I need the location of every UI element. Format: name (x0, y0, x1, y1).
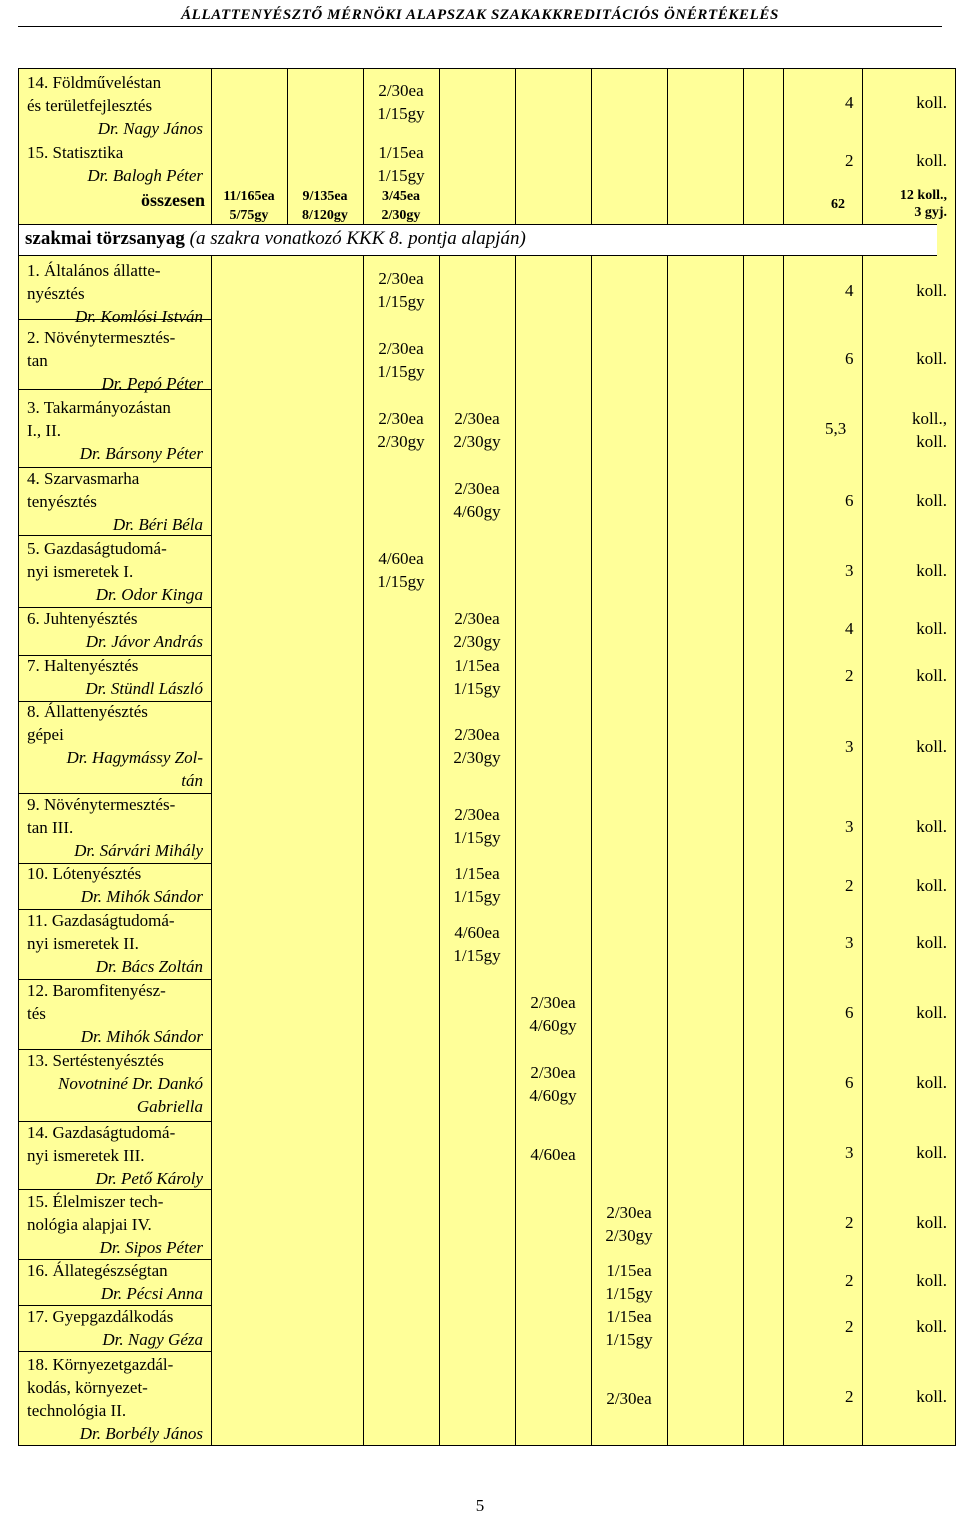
subject-cell (27, 537, 205, 606)
requirement-value: koll. (916, 151, 947, 170)
section-title-bold: szakmai törzsanyag (25, 228, 185, 249)
total-label: összesen (141, 190, 205, 210)
subject-title-line: 18. Környezetgazdál- (27, 1355, 174, 1374)
hours-practice: 2/30gy (453, 748, 501, 767)
requirement-value: koll. (916, 933, 947, 952)
hours-lecture: 2/30ea (454, 409, 500, 428)
credit-value: 2 (845, 666, 854, 685)
credit-value: 4 (845, 93, 854, 112)
subject-cell (27, 862, 205, 908)
requirement-value: koll. (916, 876, 947, 895)
hours-cell (367, 141, 435, 187)
page-number: 5 (475, 1496, 485, 1515)
hours-practice: 2/30gy (453, 432, 501, 451)
column-divider (515, 69, 516, 1445)
hours-cell (443, 607, 511, 653)
hours-practice: 8/120gy (302, 208, 348, 223)
hours-practice: 1/15gy (605, 1330, 653, 1349)
subject-title-line: 14. Gazdaságtudomá- (27, 1123, 176, 1142)
hours-lecture: 4/60ea (530, 1145, 576, 1164)
subject-lecturer: Dr. Béri Béla (112, 515, 203, 534)
hours-lecture: 4/60ea (454, 923, 500, 942)
subject-title-line: és területfejlesztés (27, 96, 153, 115)
subject-lecturer: Dr. Pécsi Anna (100, 1284, 203, 1303)
hours-lecture: 2/30ea (454, 609, 500, 628)
hours-cell (443, 477, 511, 523)
requirement-value: koll. (916, 93, 947, 112)
hours-cell (519, 1061, 587, 1107)
subject-title-line: tan (27, 351, 48, 370)
hours-cell (519, 991, 587, 1037)
hours-lecture: 4/60ea (378, 549, 424, 568)
hours-lecture: 1/15ea (606, 1261, 652, 1280)
hours-lecture: 2/30ea (530, 993, 576, 1012)
subject-lecturer: Dr. Bács Zoltán (95, 957, 203, 976)
hours-practice: 1/15gy (605, 1284, 653, 1303)
total-hours-cell (367, 187, 435, 225)
total-requirement (900, 187, 947, 221)
total-hours-cell (291, 187, 359, 225)
subject-title-line: nyi ismeretek II. (27, 934, 139, 953)
credit-value: 3 (845, 1143, 854, 1162)
credit-value: 2 (845, 1387, 854, 1406)
subject-title-line: 5. Gazdaságtudomá- (27, 539, 167, 558)
hours-cell (367, 407, 435, 453)
subject-title-line: 4. Szarvasmarha (27, 469, 140, 488)
subject-lecturer: Dr. Bársony Péter (79, 444, 203, 463)
hours-lecture: 2/30ea (378, 81, 424, 100)
hours-practice: 4/60gy (453, 502, 501, 521)
hours-lecture: 2/30ea (454, 725, 500, 744)
requirement-line: 3 gyj. (914, 205, 947, 220)
hours-lecture: 2/30ea (606, 1389, 652, 1408)
subject-cell (27, 1121, 205, 1190)
hours-cell (519, 1143, 587, 1166)
credit-value: 4 (845, 619, 854, 638)
hours-practice: 1/15gy (377, 166, 425, 185)
credit-value: 6 (845, 491, 854, 510)
credit-value: 2 (845, 1213, 854, 1232)
credit-value: 3 (845, 933, 854, 952)
hours-practice: 1/15gy (453, 828, 501, 847)
column-divider (862, 69, 863, 1445)
page-header (18, 4, 942, 27)
credit-value: 2 (845, 1271, 854, 1290)
credit-value: 5,3 (825, 419, 847, 438)
subject-title-line: 10. Lótenyésztés (27, 864, 142, 883)
subject-lecturer: Dr. Nagy Géza (102, 1330, 203, 1349)
subject-title-line: kodás, környezet- (27, 1378, 148, 1397)
requirement-line: koll. (916, 432, 947, 451)
total-credit: 62 (831, 197, 845, 212)
subject-title-line: tés (27, 1004, 46, 1023)
subject-lecturer: Dr. Balogh Péter (87, 166, 203, 185)
requirement-value: koll. (916, 1387, 947, 1406)
subject-cell (27, 1190, 205, 1259)
subject-cell (27, 467, 205, 536)
requirement-value: koll. (916, 1213, 947, 1232)
credit-value: 2 (845, 1317, 854, 1336)
subject-lecturer: Dr. Nagy János (97, 119, 203, 138)
column-divider (363, 69, 364, 1445)
subject-cell (27, 1353, 205, 1445)
hours-lecture: 9/135ea (302, 189, 348, 204)
hours-practice: 2/30gy (453, 632, 501, 651)
subject-lecturer: tán (181, 771, 203, 790)
subject-cell (27, 141, 205, 187)
subject-lecturer: Dr. Pepó Péter (101, 374, 203, 393)
subject-title-line: 1. Általános állatte- (27, 261, 161, 280)
hours-cell (443, 803, 511, 849)
credit-value: 3 (845, 561, 854, 580)
hours-lecture: 3/45ea (381, 189, 421, 204)
subject-title-line: 6. Juhtenyésztés (27, 609, 138, 628)
hours-lecture: 2/30ea (378, 409, 424, 428)
subject-title-line: gépei (27, 725, 64, 744)
requirement-value: koll. (916, 1317, 947, 1336)
credit-value: 3 (845, 817, 854, 836)
section-banner (19, 224, 937, 256)
subject-lecturer: Dr. Stündl László (85, 679, 203, 698)
row-divider (19, 1351, 211, 1352)
page-header-title: ÁLLATTENYÉSZTŐ MÉRNÖKI ALAPSZAK SZAKAKKREDITÁCIÓS ÖNÉRTÉKELÉS (181, 7, 779, 23)
subject-title-line: 17. Gyepgazdálkodás (27, 1307, 174, 1326)
hours-cell (443, 921, 511, 967)
subject-title-line: 9. Növénytermesztés- (27, 795, 176, 814)
subject-lecturer: Dr. Mihók Sándor (80, 887, 203, 906)
subject-title-line: nyi ismeretek I. (27, 562, 134, 581)
subject-cell (27, 909, 205, 978)
total-hours-cell (215, 187, 283, 225)
subject-lecturer: Dr. Komlósi István (75, 307, 203, 326)
requirement-value: koll. (916, 1073, 947, 1092)
subject-title-line: nológia alapjai IV. (27, 1215, 152, 1234)
hours-practice: 1/15gy (377, 572, 425, 591)
hours-lecture: 1/15ea (454, 864, 500, 883)
hours-cell (443, 407, 511, 453)
hours-practice: 1/15gy (453, 887, 501, 906)
hours-cell (595, 1305, 663, 1351)
section-title-italic: (a szakra vonatkozó KKK 8. pontja alapján) (189, 228, 526, 249)
subject-lecturer: Dr. Borbély János (79, 1424, 203, 1443)
hours-practice: 2/30gy (381, 208, 421, 223)
subject-cell (27, 71, 205, 140)
subject-title-line: I., II. (27, 421, 61, 440)
subject-title-line: 7. Haltenyésztés (27, 656, 139, 675)
subject-cell (27, 1049, 205, 1118)
subject-cell (27, 326, 205, 395)
hours-practice: 4/60gy (529, 1086, 577, 1105)
column-divider (287, 69, 288, 224)
column-divider (783, 69, 784, 1445)
requirement-value: koll. (916, 666, 947, 685)
credit-value: 2 (845, 876, 854, 895)
credit-value: 6 (845, 1073, 854, 1092)
subject-lecturer: Dr. Sárvári Mihály (74, 841, 203, 860)
subject-title-line: 11. Gazdaságtudomá- (27, 911, 175, 930)
requirement-value: koll. (916, 1143, 947, 1162)
credit-value: 2 (845, 151, 854, 170)
subject-title-line: 15. Statisztika (27, 143, 124, 162)
requirement-value: koll. (916, 817, 947, 836)
hours-cell (595, 1259, 663, 1305)
credit-value: 6 (845, 1003, 854, 1022)
subject-title-line: tan III. (27, 818, 74, 837)
requirement-value: koll. (916, 737, 947, 756)
column-divider (439, 69, 440, 1445)
hours-cell (595, 1201, 663, 1247)
hours-practice: 1/15gy (453, 946, 501, 965)
hours-lecture: 2/30ea (454, 805, 500, 824)
hours-practice: 5/75gy (229, 208, 269, 223)
subject-lecturer: Novotniné Dr. Dankó (58, 1074, 203, 1093)
subject-title-line: nyi ismeretek III. (27, 1146, 145, 1165)
subject-title-line: 16. Állategészségtan (27, 1261, 168, 1280)
requirement-value: koll. (916, 349, 947, 368)
requirement-value: koll. (916, 491, 947, 510)
credit-value: 6 (845, 349, 854, 368)
hours-practice: 1/15gy (377, 292, 425, 311)
requirement-line: 12 koll., (899, 188, 947, 203)
hours-cell (595, 1387, 663, 1410)
requirement-value: koll. (916, 1003, 947, 1022)
subject-cell (27, 700, 205, 792)
subject-cell (27, 793, 205, 862)
subject-cell (27, 654, 205, 700)
subject-title-line: tenyésztés (27, 492, 97, 511)
hours-cell (367, 79, 435, 125)
subject-lecturer: Dr. Pető Károly (95, 1169, 203, 1188)
requirement-line: koll., (912, 409, 947, 428)
hours-practice: 2/30gy (605, 1226, 653, 1245)
hours-lecture: 2/30ea (378, 269, 424, 288)
requirement-value (912, 407, 947, 453)
hours-lecture: 2/30ea (530, 1063, 576, 1082)
section-title (25, 228, 526, 250)
subject-title-line: 8. Állattenyésztés (27, 702, 148, 721)
hours-lecture: 2/30ea (378, 339, 424, 358)
hours-lecture: 2/30ea (606, 1203, 652, 1222)
subject-title-line: 2. Növénytermesztés- (27, 328, 176, 347)
hours-lecture: 2/30ea (454, 479, 500, 498)
subject-title-line: 14. Földműveléstan (27, 73, 162, 92)
hours-cell (443, 654, 511, 700)
column-divider (591, 69, 592, 1445)
hours-lecture: 1/15ea (606, 1307, 652, 1326)
hours-practice: 1/15gy (453, 679, 501, 698)
credit-value: 3 (845, 737, 854, 756)
column-divider (211, 69, 212, 1445)
subject-lecturer: Gabriella (136, 1097, 203, 1116)
hours-practice: 2/30gy (377, 432, 425, 451)
hours-lecture: 1/15ea (378, 143, 424, 162)
subject-lecturer: Dr. Hagymássy Zol- (66, 748, 203, 767)
subject-lecturer: Dr. Sipos Péter (99, 1238, 203, 1257)
hours-cell (443, 723, 511, 769)
subject-lecturer: Dr. Odor Kinga (95, 585, 203, 604)
subject-cell (27, 607, 205, 653)
subject-lecturer: Dr. Jávor András (85, 632, 203, 651)
hours-cell (367, 267, 435, 313)
subject-lecturer: Dr. Mihók Sándor (80, 1027, 203, 1046)
requirement-value: koll. (916, 1271, 947, 1290)
subject-cell (27, 1305, 205, 1351)
hours-practice: 1/15gy (377, 104, 425, 123)
column-divider (743, 69, 744, 1445)
subject-title-line: 3. Takarmányozástan (27, 398, 171, 417)
requirement-value: koll. (916, 281, 947, 300)
subject-cell (27, 979, 205, 1048)
subject-cell (27, 396, 205, 465)
subject-title-line: 12. Baromfitenyész- (27, 981, 166, 1000)
hours-practice: 1/15gy (377, 362, 425, 381)
subject-title-line: 15. Élelmiszer tech- (27, 1192, 164, 1211)
hours-lecture: 1/15ea (454, 656, 500, 675)
requirement-value: koll. (916, 619, 947, 638)
requirement-value: koll. (916, 561, 947, 580)
subject-cell (27, 1259, 205, 1305)
hours-cell (367, 547, 435, 593)
curriculum-table (18, 68, 956, 1446)
column-divider (667, 69, 668, 1445)
subject-title-line: 13. Sertéstenyésztés (27, 1051, 164, 1070)
hours-practice: 4/60gy (529, 1016, 577, 1035)
subject-title-line: technológia II. (27, 1401, 127, 1420)
credit-value: 4 (845, 281, 854, 300)
hours-cell (367, 337, 435, 383)
hours-lecture: 11/165ea (223, 189, 275, 204)
subject-title-line: nyésztés (27, 284, 85, 303)
hours-cell (443, 862, 511, 908)
subject-cell (27, 259, 205, 328)
